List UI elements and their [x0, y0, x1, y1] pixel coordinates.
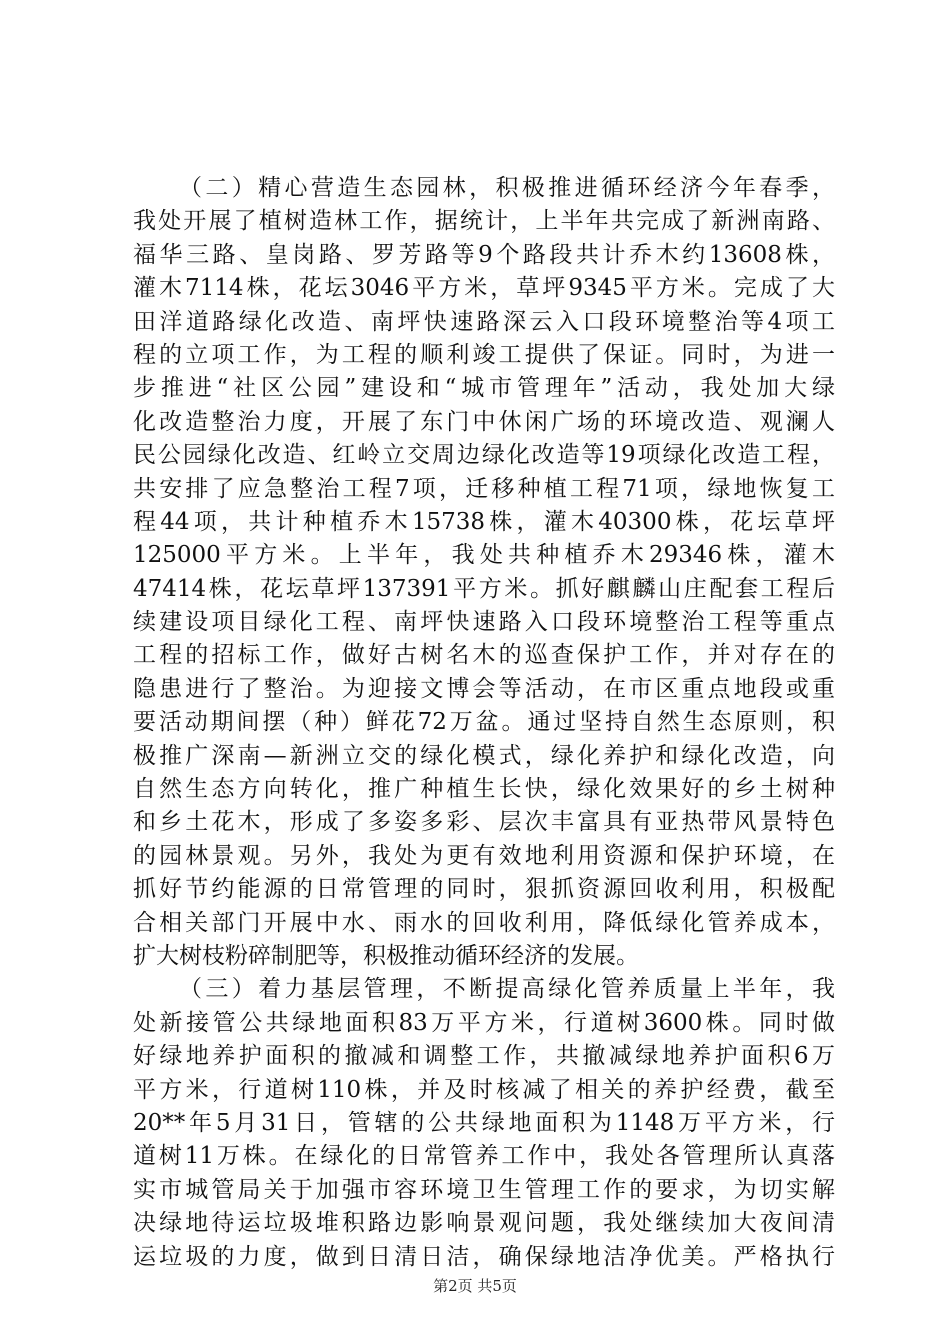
text-line: 福华三路、皇岗路、罗芳路等9个路段共计乔木约13608株，: [133, 241, 835, 268]
text-line: 续建设项目绿化工程、南坪快速路入口段环境整治工程等重点: [133, 609, 835, 636]
text-line: 步推进“社区公园”建设和“城市管理年”活动，我处加大绿: [133, 375, 835, 402]
text-line: 47414株，花坛草坪137391平方米。抓好麒麟山庄配套工程后: [133, 575, 835, 602]
text-line: （二）精心营造生态园林，积极推进循环经济今年春季，: [179, 175, 835, 201]
text-line: 程的立项工作，为工程的顺利竣工提供了保证。同时，为进一: [133, 341, 835, 368]
text-line: （三）着力基层管理，不断提高绿化管养质量上半年，我: [179, 976, 835, 1003]
text-line: 我处开展了植树造林工作，据统计，上半年共完成了新洲南路、: [133, 208, 835, 235]
text-line: 共安排了应急整治工程7项，迁移种植工程71项，绿地恢复工: [133, 475, 835, 502]
text-line: 的园林景观。另外，我处为更有效地利用资源和保护环境，在: [133, 842, 835, 869]
text-line: 合相关部门开展中水、雨水的回收利用，降低绿化管养成本，: [133, 909, 835, 936]
text-line: 自然生态方向转化，推广种植生长快，绿化效果好的乡土树种: [133, 776, 835, 803]
text-line: 民公园绿化改造、红岭立交周边绿化改造等19项绿化改造工程，: [133, 442, 835, 469]
text-line: 程44项，共计种植乔木15738株，灌木40300株，花坛草坪: [133, 508, 835, 535]
text-line: 道树11万株。在绿化的日常管养工作中，我处各管理所认真落: [133, 1143, 835, 1170]
text-line: 化改造整治力度，开展了东门中休闲广场的环境改造、观澜人: [133, 408, 835, 435]
text-line: 灌木7114株，花坛3046平方米，草坪9345平方米。完成了大: [133, 275, 835, 302]
text-line: 扩大树枝粉碎制肥等，积极推动循环经济的发展。: [133, 942, 639, 969]
text-line: 工程的招标工作，做好古树名木的巡查保护工作，并对存在的: [133, 642, 835, 669]
text-line: 实市城管局关于加强市容环境卫生管理工作的要求，为切实解: [133, 1176, 835, 1203]
paragraph-2: [133, 172, 835, 973]
text-line: 处新接管公共绿地面积83万平方米，行道树3600株。同时做: [133, 1009, 835, 1036]
text-line: 运垃圾的力度，做到日清日洁，确保绿地洁净优美。严格执行: [133, 1243, 835, 1270]
text-line: 20**年5月31日，管辖的公共绿地面积为1148万平方米，行: [133, 1109, 835, 1136]
text-line: 抓好节约能源的日常管理的同时，狠抓资源回收利用，积极配: [133, 876, 835, 903]
text-line: 田洋道路绿化改造、南坪快速路深云入口段环境整治等4项工: [133, 308, 835, 335]
text-line: 和乡土花木，形成了多姿多彩、层次丰富具有亚热带风景特色: [133, 809, 835, 836]
text-line: 平方米，行道树110株，并及时核减了相关的养护经费，截至: [133, 1076, 835, 1103]
text-line: 决绿地待运垃圾堆积路边影响景观问题，我处继续加大夜间清: [133, 1210, 835, 1237]
text-line: 125000平方米。上半年，我处共种植乔木29346株，灌木: [133, 542, 835, 569]
document-body: [133, 172, 835, 1274]
page-footer: 第2页 共5页: [433, 1277, 517, 1295]
text-line: 隐患进行了整治。为迎接文博会等活动，在市区重点地段或重: [133, 675, 835, 702]
paragraph-3: [133, 973, 835, 1274]
text-line: 要活动期间摆（种）鲜花72万盆。通过坚持自然生态原则，积: [133, 709, 835, 736]
text-line: 极推广深南—新洲立交的绿化模式，绿化养护和绿化改造，向: [133, 742, 835, 769]
text-line: 好绿地养护面积的撤减和调整工作，共撤减绿地养护面积6万: [133, 1043, 835, 1070]
